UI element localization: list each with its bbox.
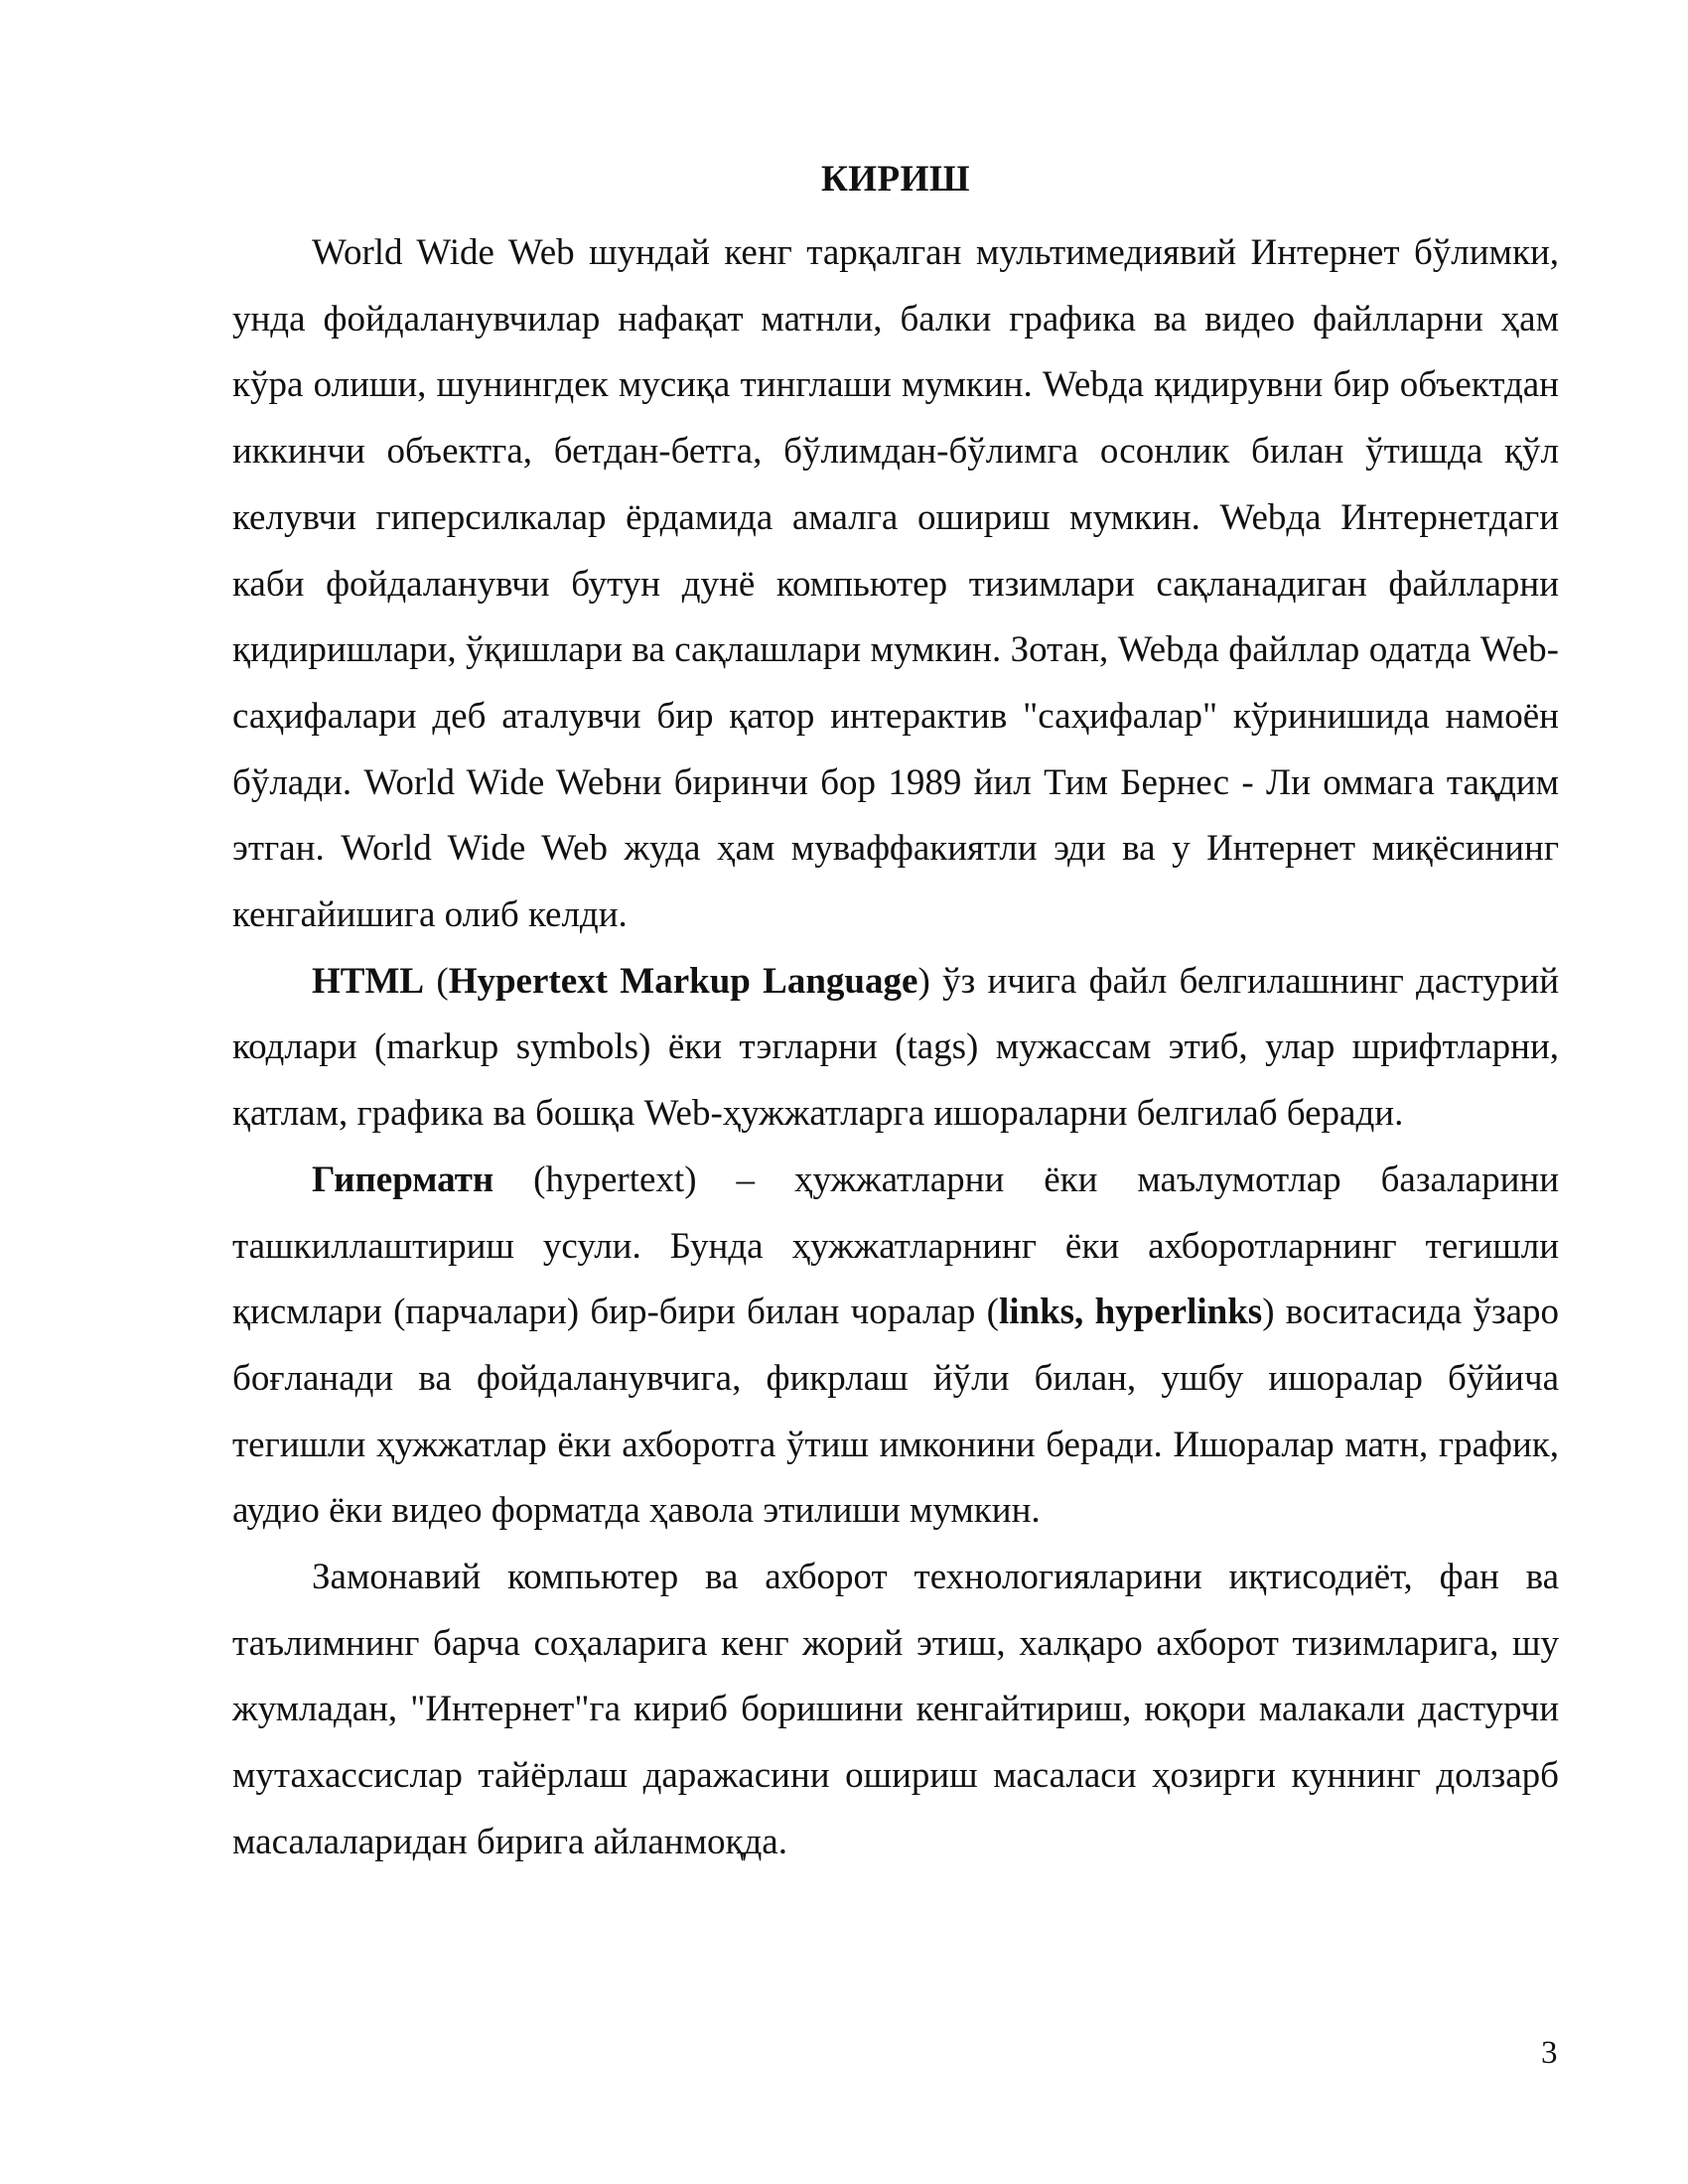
page-number: 3 xyxy=(1541,2035,1558,2071)
term-hypertext: Гиперматн xyxy=(312,1159,494,1200)
term-links: links, hyperlinks xyxy=(998,1292,1263,1333)
term-html: HTML xyxy=(312,960,425,1002)
paragraph-modern-tech: Замонавий компьютер ва ахборот технологияларини иқтисодиёт, фан ва таълимнинг барча соҳаларига кенг жорий этиш, халқаро ахборот тизимларига, шу жумладан, "Интернет"га кириб боришини кенгайтириш, юқори малакали дастурчи мутахассислар тайёрлаш даражасини ошириш масаласи ҳозирги куннинг долзарб масалаларидан бирига айланмоқда. xyxy=(232,1557,1559,1862)
paragraph-hypertext-text-1: (hypertext) – ҳужжатларни ёки маълумотлар базаларини ташкиллаштириш усули. Бунда ҳужжатларнинг ёки ахборотларнинг тегишли қисмлари (парчалари) бир-бири билан чоралар ( xyxy=(232,1159,1559,1333)
paragraph-html-text: ) ўз ичига файл белгилашнинг дастурий кодлари (markup symbols) ёки тэгларни (tags) мужассам этиб, улар шрифтларни, қатлам, графика ва бошқа Web-ҳужжатларга ишораларни белгилаб беради. xyxy=(232,960,1560,1135)
paragraph-www: World Wide Web шундай кенг тарқалган мультимедиявий Интернет бўлимки, унда фойдаланувчилар нафақат матнли, балки графика ва видео файлларни ҳам кўра олиши, шунингдек мусиқа тинглаши мумкин. Webда қидирувни бир объектдан иккинчи объектга, бетдан-бетга, бўлимдан-бўлимга осонлик билан ўтишда қўл келувчи гиперсилкалар ёрдамида амалга ошириш мумкин. Webда Интернетдаги каби фойдаланувчи бутун дунё компьютер тизимлари сақланадиган файлларни қидиришлари, ўқишлари ва сақлашлари мумкин. Зотан, Webда файллар одатда Web-саҳифалари деб аталувчи бир қатор интерактив "саҳифалар" кўринишида намоён бўлади. World Wide Webни биринчи бор 1989 йил Тим Бернес - Ли оммага тақдим этган. World Wide Web жуда ҳам муваффакиятли эди ва у Интернет миқёсининг кенгайишига олиб келди. xyxy=(232,232,1559,936)
paragraph-hypertext-text-2: ) воситасида ўзаро боғланади ва фойдаланувчига, фикрлаш йўли билан, ушбу ишоралар бўйича тегишли ҳужжатлар ёки ахборотга ўтиш имконини беради. Ишоралар матн, график, аудио ёки видео форматда ҳавола этилиши мумкин. xyxy=(232,1292,1559,1532)
page-content xyxy=(232,147,1559,1876)
page-title: КИРИШ xyxy=(820,159,971,200)
paren-open: ( xyxy=(424,960,449,1002)
paragraph-hypertext xyxy=(232,1148,1559,1545)
term-html-full: Hypertext Markup Language xyxy=(448,960,918,1002)
paragraph-html xyxy=(232,949,1559,1148)
